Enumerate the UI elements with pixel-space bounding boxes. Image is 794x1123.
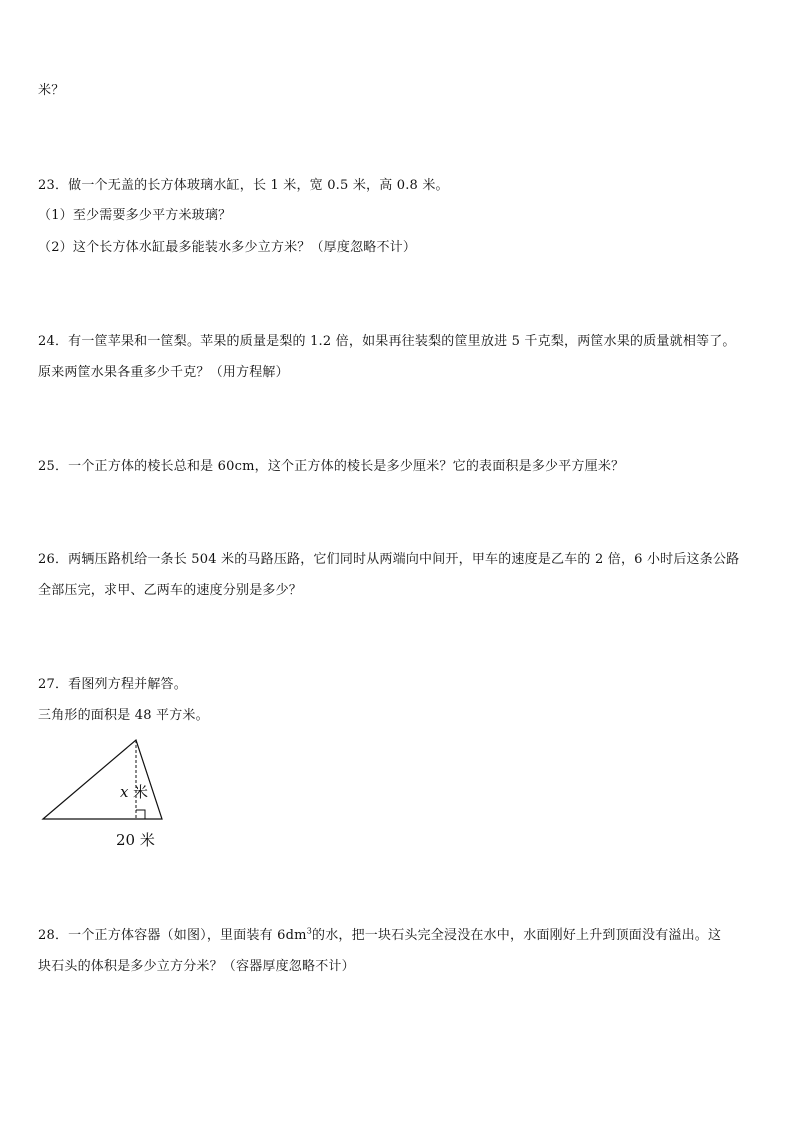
question-25: 25．一个正方体的棱长总和是 60cm，这个正方体的棱长是多少厘米？它的表面积是多少平方厘米？ [38, 459, 625, 474]
question-23-part-1: （1）至少需要多少平方米玻璃？ [38, 208, 232, 223]
question-28-text-b: 的水，把一块石头完全浸没在水中，水面刚好上升到顶面没有溢出。这 [312, 928, 722, 943]
height-variable-label: x [120, 783, 129, 801]
question-27: 27．看图列方程并解答。 [38, 677, 187, 692]
question-23: 23．做一个无盖的长方体玻璃水缸，长 1 米，宽 0.5 米，高 0.8 米。 [38, 178, 449, 193]
triangle-shape [43, 740, 162, 819]
question-28-text-a: 28．一个正方体容器（如图），里面装有 6dm [38, 928, 307, 943]
question-23-part-2: （2）这个长方体水缸最多能装水多少立方米？（厚度忽略不计） [38, 240, 417, 255]
question-27-condition: 三角形的面积是 48 平方米。 [38, 708, 209, 723]
question-24-line-1: 24．有一筐苹果和一筐梨。苹果的质量是梨的 1.2 倍，如果再往装梨的筐里放进 5 千克梨，两筐水果的质量就相等了。 [38, 334, 736, 349]
question-28-line-1 [38, 927, 721, 945]
question-24-line-2: 原来两筐水果各重多少千克？（用方程解） [38, 365, 289, 380]
base-length-label: 20 米 [116, 831, 155, 849]
question-text-carry: 米？ [38, 83, 65, 98]
question-26-line-2: 全部压完，求甲、乙两车的速度分别是多少？ [38, 583, 303, 598]
cubic-superscript: 3 [306, 926, 312, 936]
right-angle-mark [136, 810, 145, 819]
triangle-figure [40, 736, 180, 856]
height-unit-label: 米 [133, 783, 149, 801]
question-26-line-1: 26．两辆压路机给一条长 504 米的马路压路，它们同时从两端向中间开，甲车的速度是乙车的 2 倍，6 小时后这条公路 [38, 552, 740, 567]
question-28-line-2: 块石头的体积是多少立方分米？（容器厚度忽略不计） [38, 959, 355, 974]
